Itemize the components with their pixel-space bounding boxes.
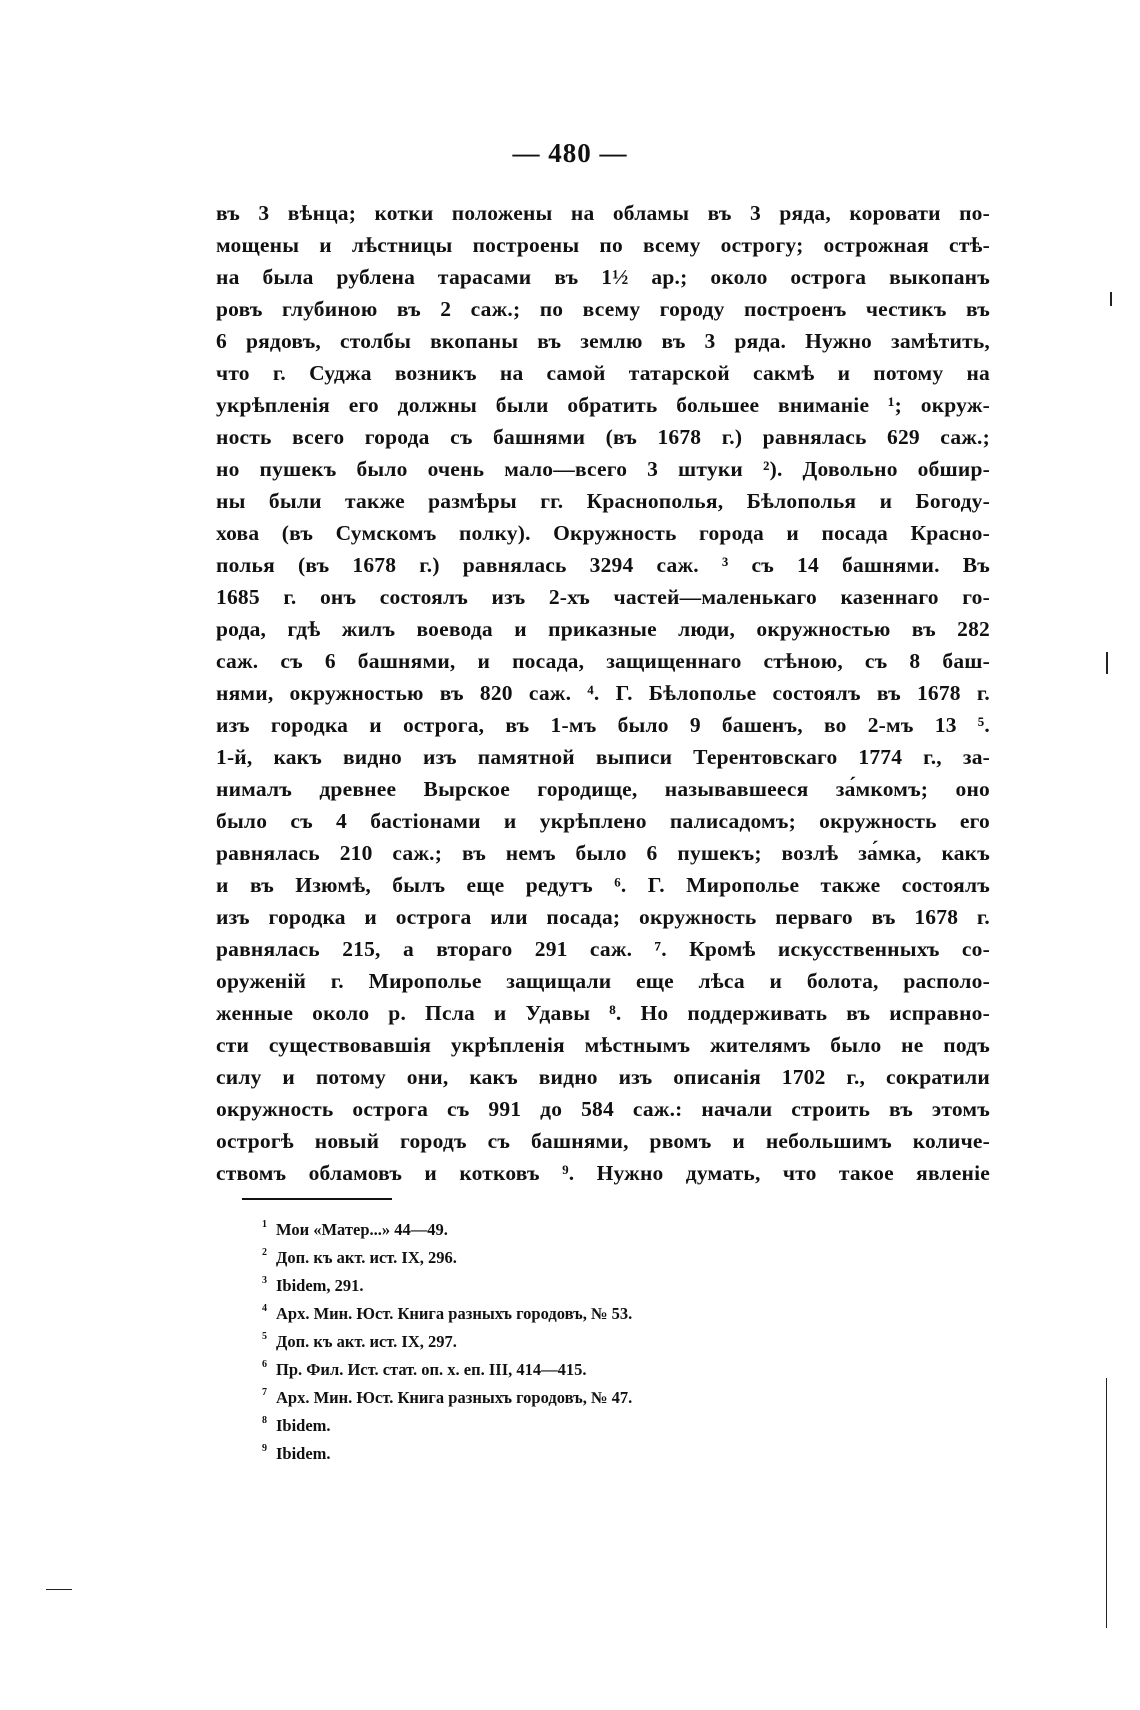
body-line: мощены и лѣстницы построены по всему острогу; острожная стѣ-: [216, 233, 990, 257]
footnotes-list: [262, 1216, 862, 1468]
footnote-text: Арх. Мин. Юст. Книга разныхъ городовъ, № 47.: [276, 1388, 633, 1407]
body-line: въ 3 вѣнца; котки положены на обламы въ 3 ряда, коровати по-: [216, 201, 990, 225]
body-line: оруженій г. Мирополье защищали еще лѣса и болота, располо-: [216, 969, 990, 993]
footnote-number: 4: [262, 1303, 267, 1314]
scan-margin-mark: [1106, 1378, 1107, 1628]
footnote-text: Арх. Мин. Юст. Книга разныхъ городовъ, № 53.: [276, 1304, 633, 1323]
footnote-number: 3: [262, 1275, 267, 1286]
body-line: на была рублена тарасами въ 1½ ар.; около острога выкопанъ: [216, 265, 990, 289]
footnote-text: Доп. къ акт. ист. IX, 297.: [276, 1332, 457, 1351]
body-line: острогѣ новый городъ съ башнями, рвомъ и небольшимъ количе-: [216, 1129, 990, 1153]
body-line: что г. Суджа возникъ на самой татарской сакмѣ и потому на: [216, 361, 990, 385]
body-line: ность всего города съ башнями (въ 1678 г.) равнялась 629 саж.;: [216, 425, 990, 449]
body-line: ствомъ обламовъ и котковъ ⁹. Нужно думать, что такое явленіе: [216, 1161, 990, 1185]
footnote-text: Доп. къ акт. ист. IX, 296.: [276, 1248, 457, 1267]
body-line: нималъ древнее Вырское городище, называвшееся за́мкомъ; оно: [216, 777, 990, 801]
footnote-number: 9: [262, 1443, 267, 1454]
body-line: 6 рядовъ, столбы вкопаны въ землю въ 3 ряда. Нужно замѣтить,: [216, 329, 990, 353]
body-line: окружность острога съ 991 до 584 саж.: начали строить въ этомъ: [216, 1097, 990, 1121]
footnote-number: 6: [262, 1359, 267, 1370]
body-line: сти существовавшія укрѣпленія мѣстнымъ жителямъ было не подъ: [216, 1033, 990, 1057]
footnote-number: 2: [262, 1247, 267, 1258]
body-line: но пушекъ было очень мало—всего 3 штуки ²). Довольно обшир-: [216, 457, 990, 481]
footnote: [262, 1328, 862, 1356]
body-line: женные около р. Псла и Удавы ⁸. Но поддерживать въ исправно-: [216, 1001, 990, 1025]
footnote: [262, 1244, 862, 1272]
body-line: ны были также размѣры гг. Краснополья, Бѣлополья и Богоду-: [216, 489, 990, 513]
footnote: [262, 1384, 862, 1412]
footnote-text: Мои «Матер...» 44—49.: [276, 1220, 448, 1239]
footnote: [262, 1440, 862, 1468]
footnote-divider: [242, 1198, 392, 1200]
body-line: ровъ глубиною въ 2 саж.; по всему городу построенъ честикъ въ: [216, 297, 990, 321]
footnote-number: 8: [262, 1415, 267, 1426]
scan-margin-mark: [1110, 292, 1112, 306]
body-line: 1-й, какъ видно изъ памятной выписи Терентовскаго 1774 г., за-: [216, 745, 990, 769]
body-line: силу и потому они, какъ видно изъ описанія 1702 г., сократили: [216, 1065, 990, 1089]
body-text: [216, 197, 990, 1189]
footnote-number: 7: [262, 1387, 267, 1398]
footnote-number: 1: [262, 1219, 267, 1230]
footnote: [262, 1412, 862, 1440]
footnote-text: Ibidem, 291.: [276, 1276, 364, 1295]
body-line: было съ 4 бастіонами и укрѣплено палисадомъ; окружность его: [216, 809, 990, 833]
footnote-number: 5: [262, 1331, 267, 1342]
body-line: и въ Изюмѣ, былъ еще редутъ ⁶. Г. Мирополье также состоялъ: [216, 873, 990, 897]
scan-margin-mark: [46, 1589, 72, 1590]
body-line: саж. съ 6 башнями, и посада, защищеннаго стѣною, съ 8 баш-: [216, 649, 990, 673]
body-line: рода, гдѣ жилъ воевода и приказные люди, окружностью въ 282: [216, 617, 990, 641]
body-line: укрѣпленія его должны были обратить большее вниманіе ¹; окруж-: [216, 393, 990, 417]
footnote: [262, 1216, 862, 1244]
body-line: нями, окружностью въ 820 саж. ⁴. Г. Бѣлополье состоялъ въ 1678 г.: [216, 681, 990, 705]
body-line: хова (въ Сумскомъ полку). Окружность города и посада Красно-: [216, 521, 990, 545]
scan-margin-mark: [1106, 652, 1108, 674]
body-line: изъ городка и острога, въ 1-мъ было 9 башенъ, во 2-мъ 13 ⁵.: [216, 713, 990, 737]
body-line: равнялась 215, а втораго 291 саж. ⁷. Кромѣ искусственныхъ со-: [216, 937, 990, 961]
body-line: 1685 г. онъ состоялъ изъ 2-хъ частей—маленькаго казеннаго го-: [216, 585, 990, 609]
footnote: [262, 1272, 862, 1300]
footnote: [262, 1356, 862, 1384]
body-line: изъ городка и острога или посада; окружность перваго въ 1678 г.: [216, 905, 990, 929]
footnote-text: Ibidem.: [276, 1444, 331, 1463]
footnote-text: Пр. Фил. Ист. стат. оп. х. еп. III, 414—415.: [276, 1360, 587, 1379]
body-line: полья (въ 1678 г.) равнялась 3294 саж. ³ съ 14 башнями. Въ: [216, 553, 990, 577]
page-number: — 480 —: [512, 138, 628, 168]
footnote-text: Ibidem.: [276, 1416, 331, 1435]
body-line: равнялась 210 саж.; въ немъ было 6 пушекъ; возлѣ за́мка, какъ: [216, 841, 990, 865]
footnote: [262, 1300, 862, 1328]
